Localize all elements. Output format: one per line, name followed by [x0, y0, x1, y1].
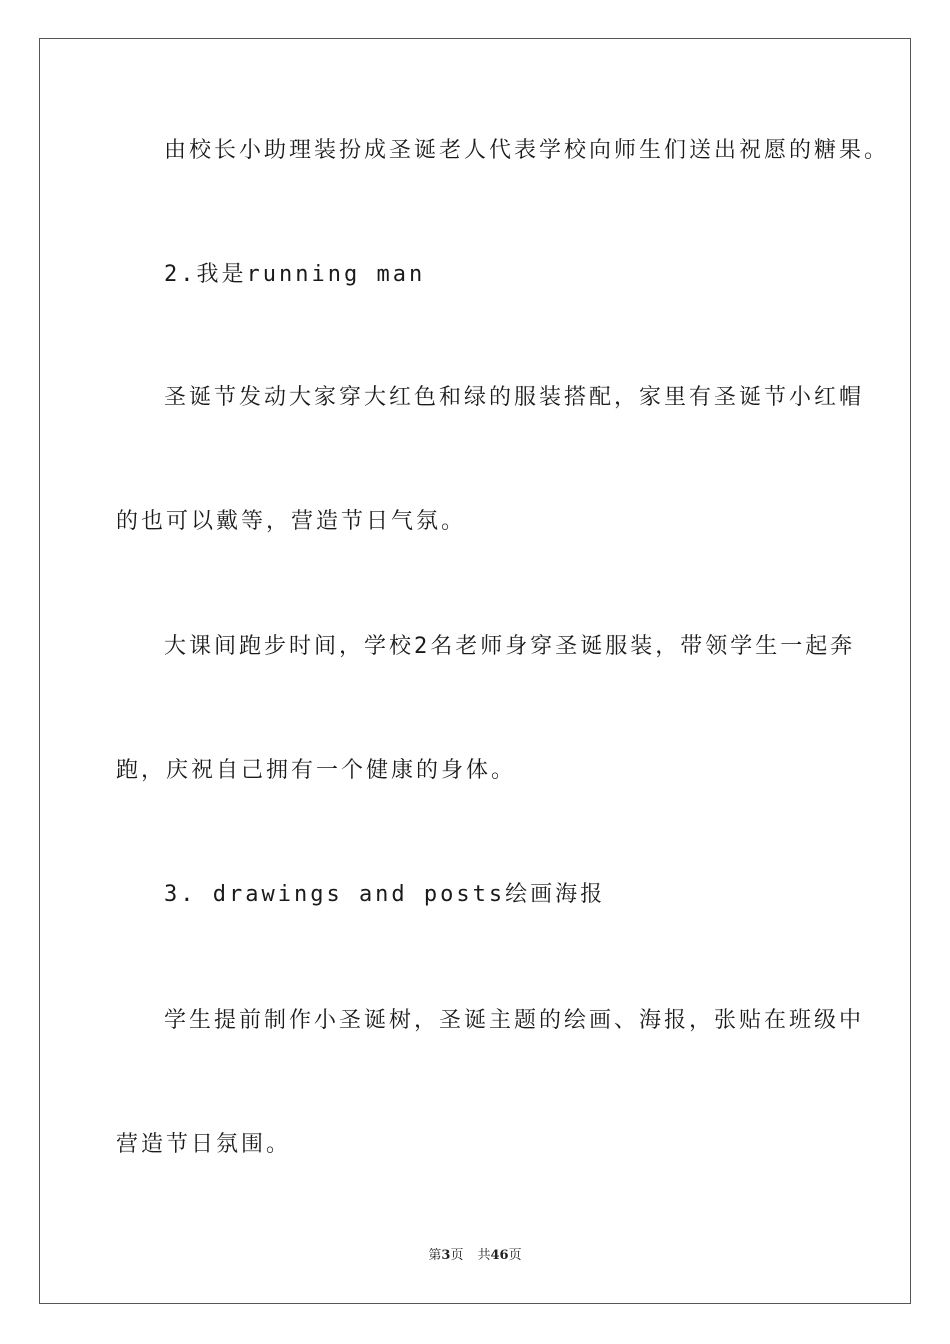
page-prefix: 第 — [428, 1248, 442, 1263]
paragraph-line: 营造节日氛围。 — [116, 1132, 292, 1157]
page-border — [39, 38, 911, 1304]
page-footer — [0, 1246, 950, 1266]
paragraph-line: 跑，庆祝自己拥有一个健康的身体。 — [116, 758, 517, 783]
section-heading: 3. drawings and posts绘画海报 — [164, 882, 606, 907]
paragraph-line: 圣诞节发动大家穿大红色和绿的服装搭配，家里有圣诞节小红帽 — [164, 385, 865, 410]
paragraph-line: 大课间跑步时间，学校2名老师身穿圣诞服装，带领学生一起奔 — [164, 634, 856, 659]
paragraph-line: 的也可以戴等，营造节日气氛。 — [116, 509, 467, 534]
page-suffix: 页 — [450, 1248, 464, 1263]
total-prefix: 共 — [477, 1248, 491, 1263]
paragraph-line: 由校长小助理装扮成圣诞老人代表学校向师生们送出祝愿的糖果。 — [164, 138, 890, 163]
paragraph-line: 学生提前制作小圣诞树，圣诞主题的绘画、海报，张贴在班级中 — [164, 1008, 865, 1033]
total-suffix: 页 — [508, 1248, 522, 1263]
page-number: 3 — [441, 1248, 451, 1263]
section-heading: 2.我是running man — [164, 262, 426, 287]
total-pages: 46 — [490, 1248, 509, 1263]
